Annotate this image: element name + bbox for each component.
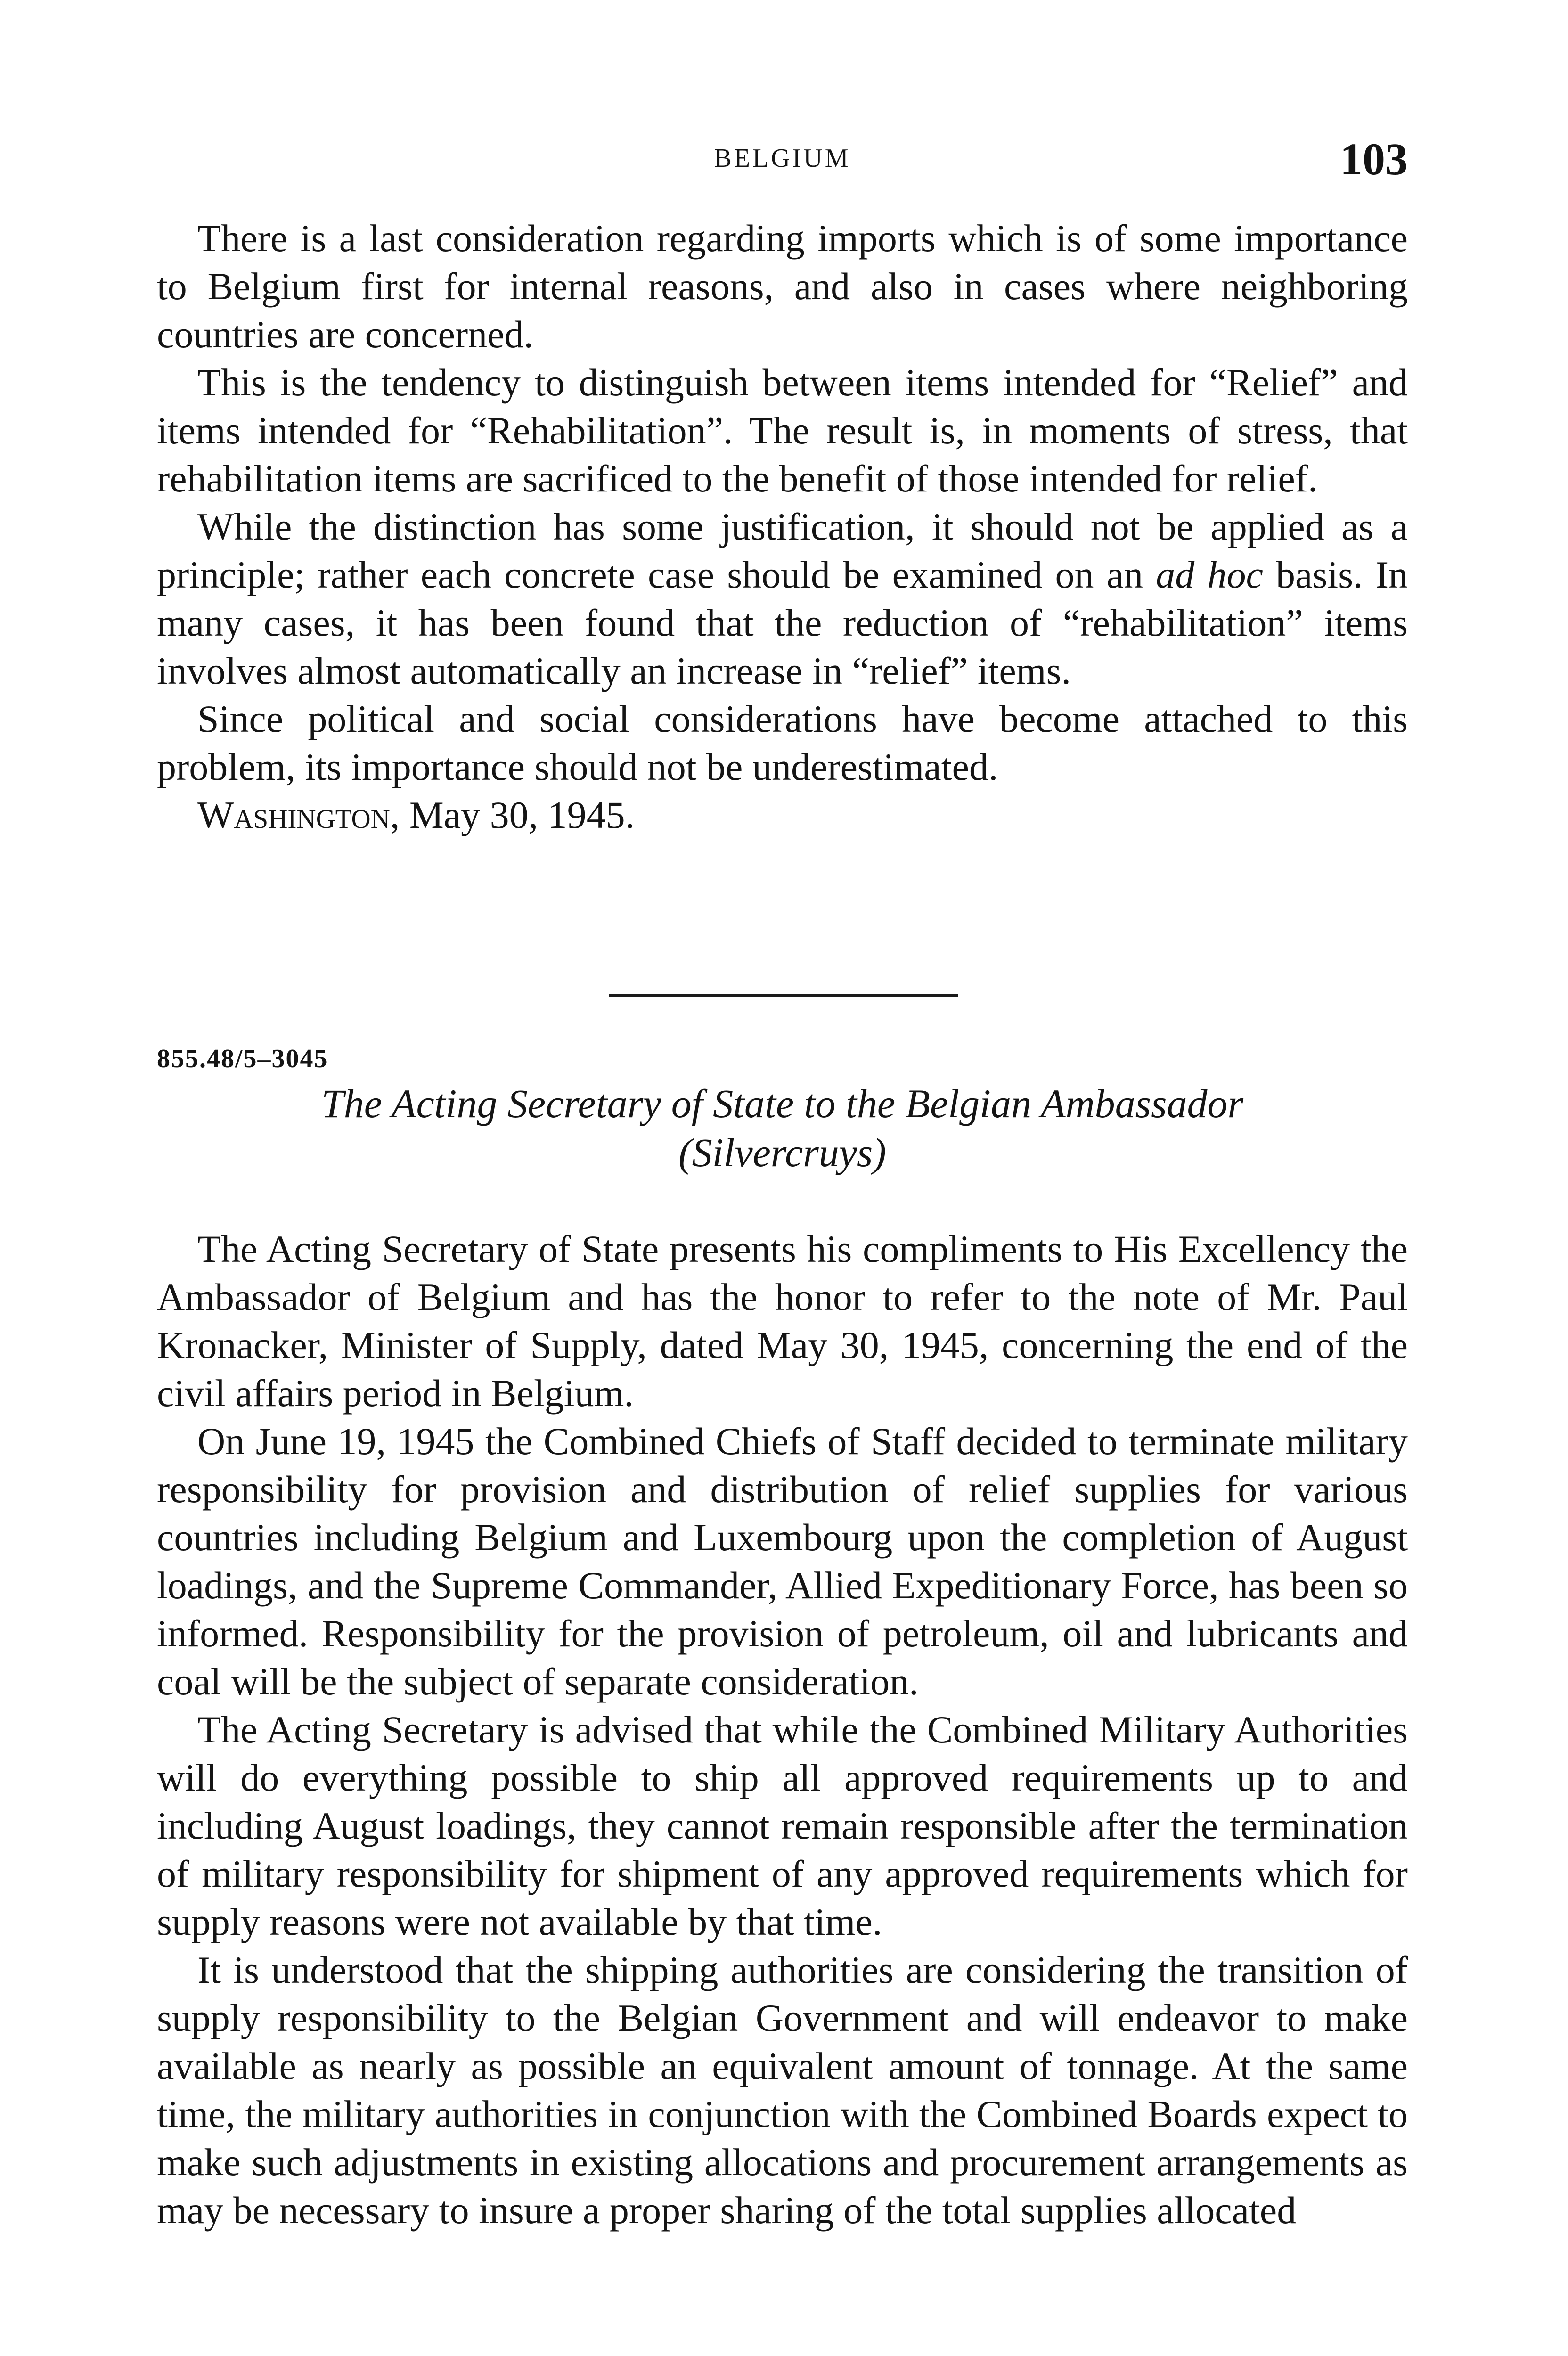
paragraph-imports-consideration: There is a last consideration regarding imports which is of some importance to Belgium first for internal reasons, and also in cases where neighboring countries are concerned. (157, 217, 1408, 356)
section-divider (609, 994, 958, 997)
section-two-body (157, 1225, 1408, 2234)
page-number: 103 (1340, 134, 1408, 184)
document-title-line2: (Silvercruys) (678, 1130, 886, 1175)
paragraph-distinction (157, 503, 1408, 695)
dateline (157, 791, 1408, 839)
dateline-place: Washington, (197, 794, 400, 836)
paragraph-compliments: The Acting Secretary of State presents his compliments to His Excellency the Ambassador of Belgium and has the honor to refer to the note of Mr. Paul Kronacker, Minister of Supply, dated May 30, 1945, concerning the end of the civil affairs period in Belgium. (157, 1227, 1408, 1415)
paragraph-combined-chiefs: On June 19, 1945 the Combined Chiefs of Staff decided to terminate military responsibility for provision and distribution of relief supplies for various countries including Belgium and Luxembourg upon the completion of August loadings, and the Supreme Commander, Allied Expeditionary Force, has been so informed. Responsibility for the provision of petroleum, oil and lubricants and coal will be the subject of separate consideration. (157, 1420, 1408, 1703)
ad-hoc-phrase: ad hoc (1156, 553, 1263, 596)
section-one-body (157, 214, 1408, 839)
paragraph-military-authorities: The Acting Secretary is advised that while the Combined Military Authorities will do everything possible to ship all approved requirements up to and including August loadings, they cannot remain responsible after the termination of military responsibility for shipment of any approved requirements which for supply reasons were not available by that time. (157, 1708, 1408, 1943)
running-head (157, 133, 1408, 185)
paragraph-shipping-authorities: It is understood that the shipping authorities are considering the transition of supply responsibility to the Belgian Government and will endeavor to make available as nearly as possible an equivalent amount of tonnage. At the same time, the military authorities in conjunction with the Combined Boards expect to make such adjustments in existing allocations and procurement arrangements as may be necessary to insure a proper sharing of the total supplies allocated (157, 1948, 1408, 2232)
document-title (157, 1079, 1408, 1177)
paragraph-political-considerations: Since political and social considerations have become attached to this problem, its importance should not be underestimated. (157, 697, 1408, 788)
paragraph-distinction-part1: While the distinction has some justification, it should not be applied as a principle; rather each concrete case should be examined on an (157, 505, 1408, 596)
file-number: 855.48/5–3045 (157, 1044, 328, 1073)
paragraph-distinction-part2: basis. In many cases, it has been found that the reduction of “rehabilitation” items involves almost automatically an increase in “relief” items. (157, 553, 1408, 692)
dateline-date: May 30, 1945. (409, 794, 635, 836)
running-title: BELGIUM (714, 144, 851, 173)
document-title-line1: The Acting Secretary of State to the Belgian Ambassador (321, 1081, 1244, 1126)
paragraph-relief-rehabilitation: This is the tendency to distinguish between items intended for “Relief” and items intended for “Rehabilitation”. The result is, in moments of stress, that rehabilitation items are sacrificed to the benefit of those intended for relief. (157, 361, 1408, 500)
